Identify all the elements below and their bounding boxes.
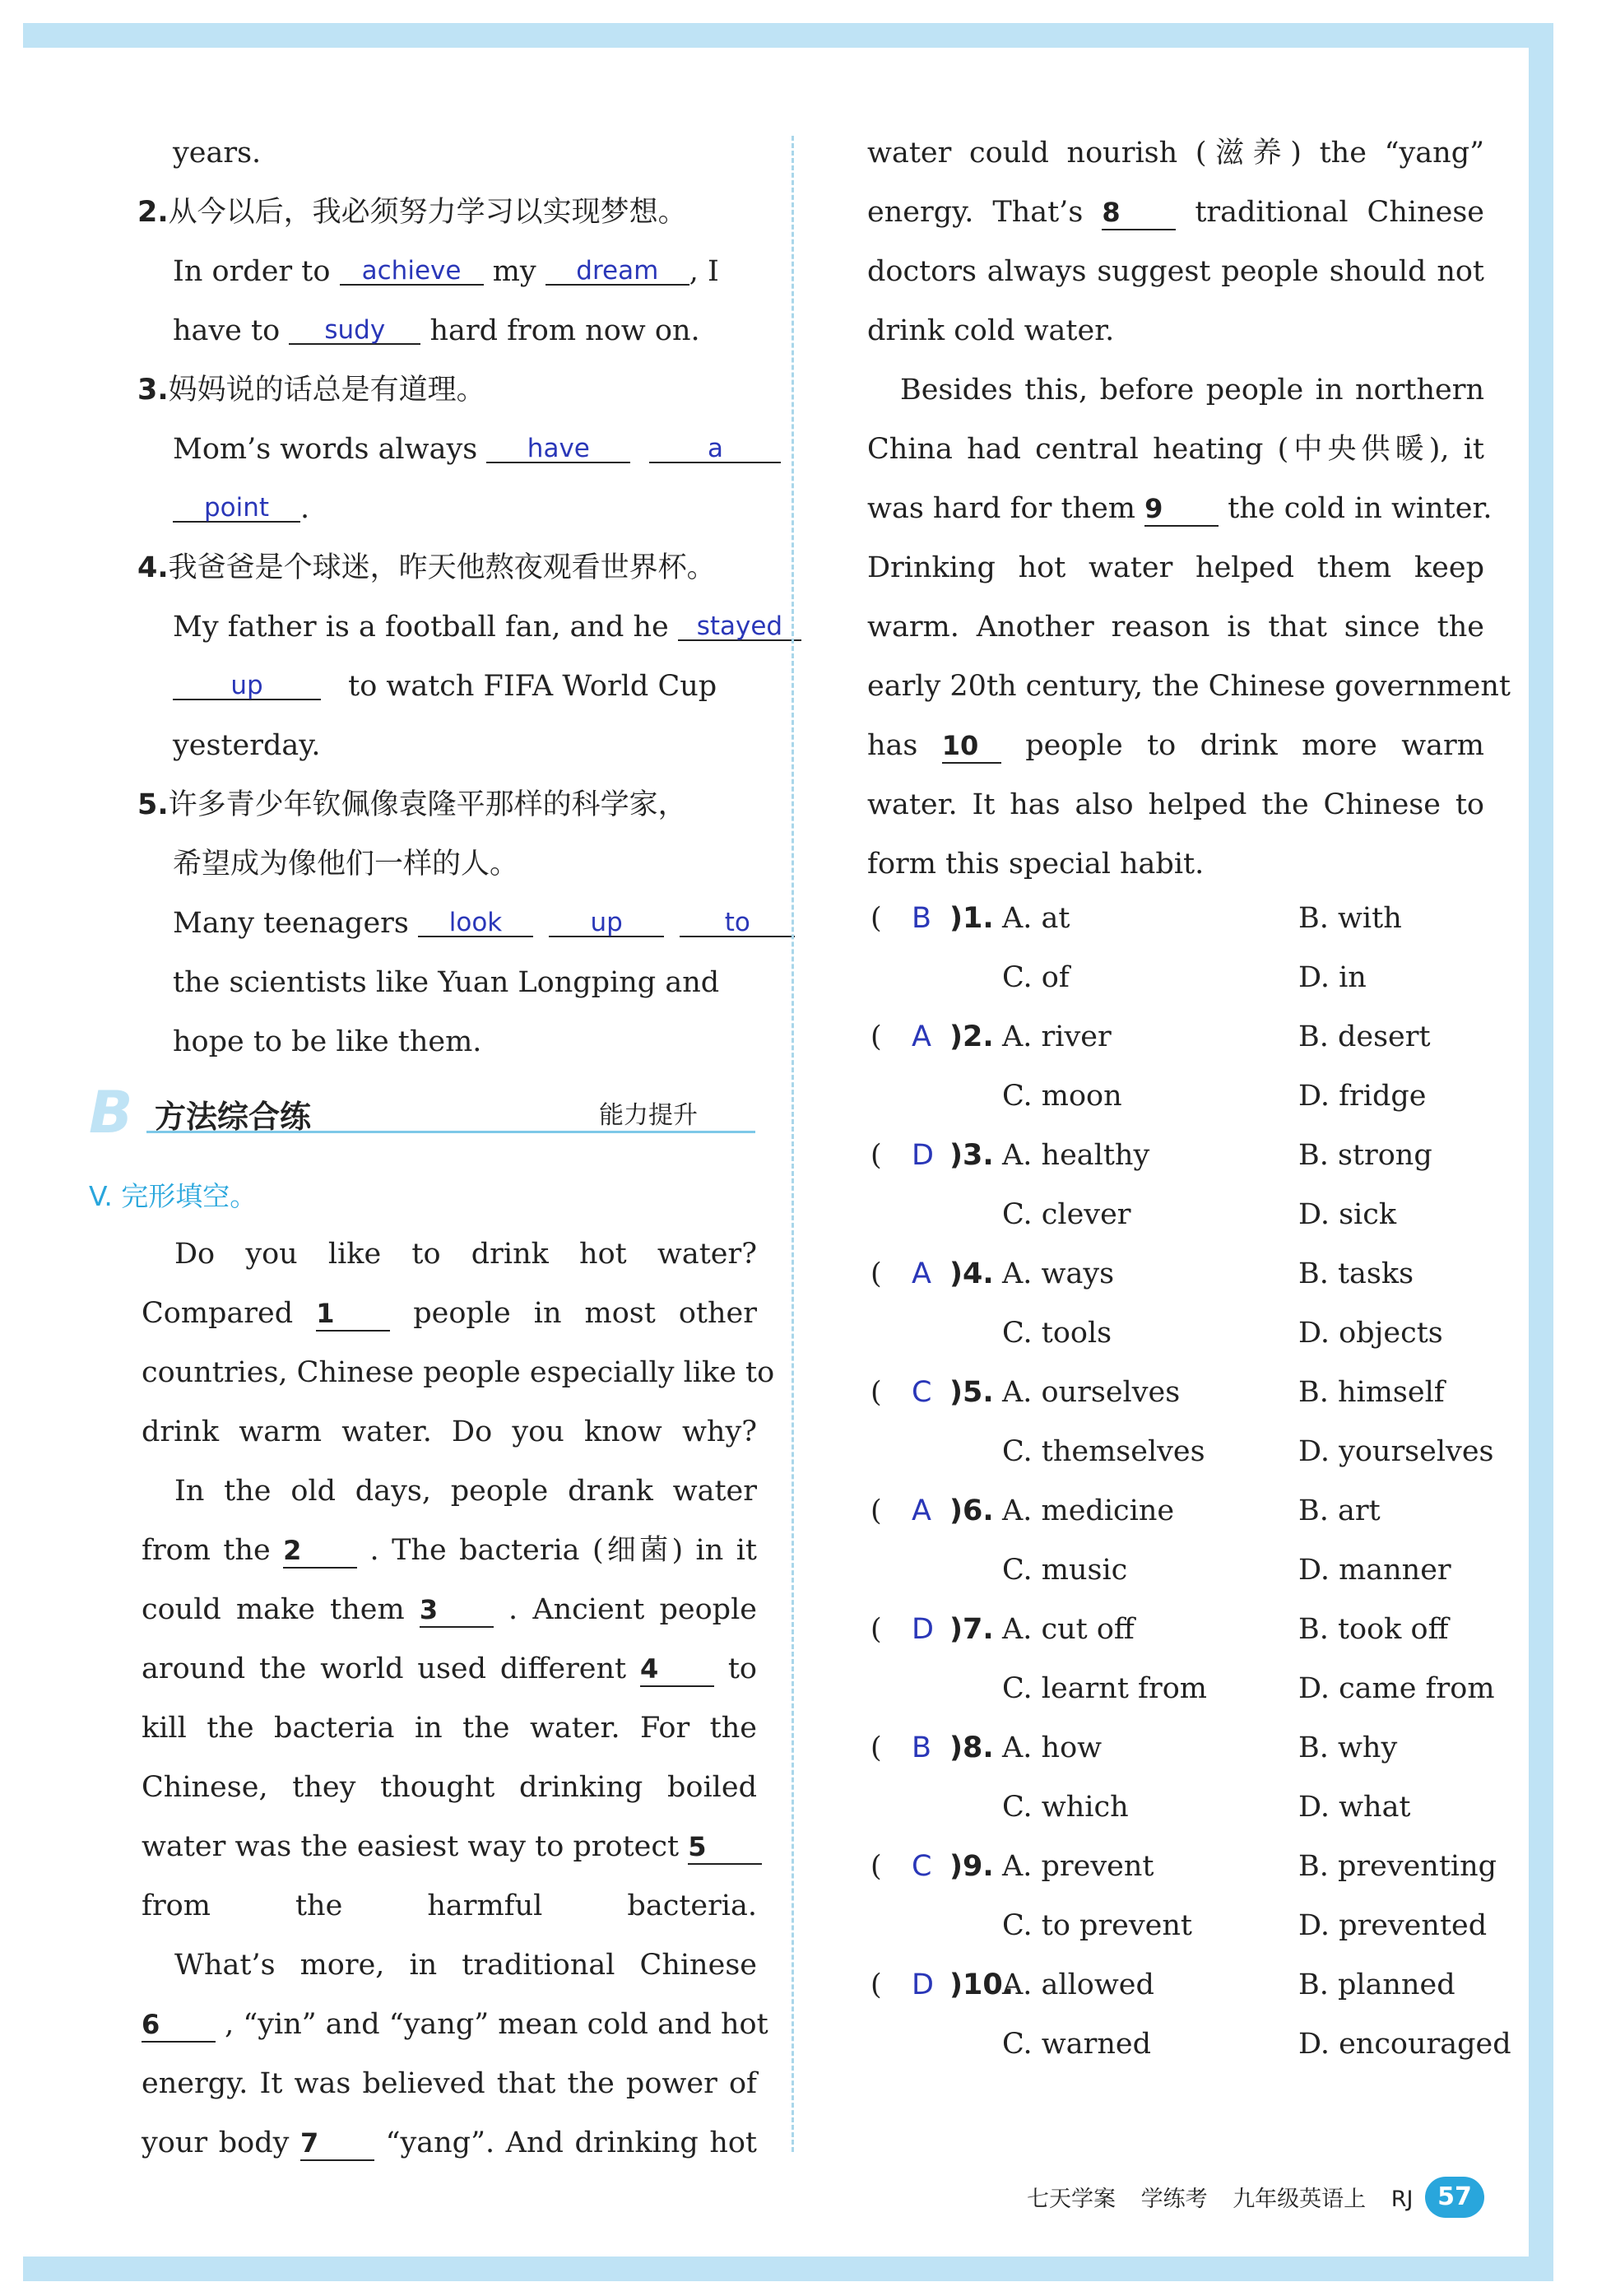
option-c[interactable]: C. warned [1002,2028,1151,2061]
blank-number[interactable]: 8 [1102,196,1176,230]
question-row [870,1481,1496,1541]
option-c[interactable]: C. themselves [1002,1435,1205,1468]
item-2-chinese: 2.从今以后，我必须努力学习以实现梦想。 [137,196,687,229]
option-b[interactable]: B. strong [1298,1139,1432,1172]
option-c[interactable]: C. of [1002,961,1070,994]
item-2-english-line-1: In order to achieve my dream , I [140,242,757,301]
option-b[interactable]: B. with [1298,902,1402,935]
page-number: 57 [1425,2177,1484,2218]
passage-line: 6 , “yin” and “yang” mean cold and hot [142,2008,768,2041]
option-b[interactable]: B. preventing [1298,1850,1497,1883]
open-paren: ( [870,1139,882,1172]
answer-blank[interactable]: stayed [678,603,801,641]
blank-number[interactable]: 1 [316,1297,390,1332]
question-number: )8. [949,1731,994,1764]
passage-line: around the world used different 4 to [142,1652,757,1685]
column-divider [792,136,794,2152]
question-row [870,1007,1496,1067]
item-4-chinese: 4.我爸爸是个球迷，昨天他熬夜观看世界杯。 [137,551,716,584]
passage-line: energy. It was believed that the power of [142,2067,757,2100]
option-c[interactable]: C. which [1002,1791,1129,1824]
page-footer [1027,2181,1432,2213]
passage-line: has 10 people to drink more warm [867,729,1484,762]
question-row [870,1955,1496,2015]
option-d[interactable]: D. came from [1298,1672,1495,1705]
chosen-answer[interactable]: D [912,1139,934,1172]
question-row-options [870,1185,1496,1244]
question-row [870,1244,1496,1304]
option-a[interactable]: A. medicine [1002,1494,1175,1527]
footer-grade: 九年级英语上 [1233,2187,1367,2212]
passage-line: warm. Another reason is that since the [867,611,1484,644]
option-a[interactable]: A. healthy [1002,1139,1150,1172]
question-row [870,1837,1496,1896]
option-a[interactable]: A. cut off [1002,1613,1135,1646]
footer-edition: RJ [1390,2187,1414,2212]
passage-line: China had central heating (中央供暖), it [867,433,1484,466]
passage-line: doctors always suggest people should not [867,255,1484,288]
item-3-chinese: 3.妈妈说的话总是有道理。 [137,374,485,407]
passage-left [142,1225,775,2173]
passage-line: kill the bacteria in the water. For the [142,1712,757,1745]
passage-line: could make them 3 . Ancient people [142,1593,757,1626]
answer-blank[interactable]: achieve [340,248,484,286]
question-number: )9. [949,1850,994,1883]
passage-line: from the 2 . The bacteria (细菌) in it [142,1534,757,1567]
option-c[interactable]: C. learnt from [1002,1672,1207,1705]
chosen-answer[interactable]: D [912,1968,934,2001]
passage-line: In the old days, people drank water [174,1475,757,1508]
chosen-answer[interactable]: A [912,1020,931,1053]
option-d[interactable]: D. fridge [1298,1080,1427,1113]
question-row [870,1126,1496,1185]
section-rule [146,1131,755,1133]
option-d[interactable]: D. encouraged [1298,2028,1511,2061]
question-row-options [870,1659,1496,1718]
answer-blank[interactable]: up [549,899,664,937]
answer-blank[interactable]: sudy [289,307,420,345]
open-paren: ( [870,1494,882,1527]
option-a[interactable]: A. at [1002,902,1070,935]
chosen-answer[interactable]: B [912,902,932,935]
option-b[interactable]: B. took off [1298,1613,1449,1646]
section-subtitle: 能力提升 [599,1101,698,1130]
blank-number[interactable]: 4 [640,1652,714,1687]
section-v-heading: V. 完形填空。 [89,1180,258,1212]
option-d[interactable]: D. in [1298,961,1367,994]
passage-line: countries, Chinese people especially like to [142,1356,775,1389]
open-paren: ( [870,902,882,935]
question-list [870,889,1511,2074]
blank-number[interactable]: 2 [283,1534,357,1569]
left-column [137,123,783,1071]
open-paren: ( [870,1020,882,1053]
chosen-answer[interactable]: D [912,1613,934,1646]
question-number: )2. [949,1020,994,1053]
section-title: 方法综合练 [155,1099,312,1135]
passage-line: drink warm water. Do you know why? [142,1415,757,1448]
answer-blank[interactable]: a [649,425,781,463]
question-number: )1. [949,902,994,935]
passage-line: your body 7 “yang”. And drinking hot [142,2126,757,2159]
passage-line: water could nourish (滋养) the “yang” [867,137,1484,170]
question-number: )6. [949,1494,994,1527]
option-a[interactable]: A. river [1002,1020,1112,1053]
continued-line: years. [173,137,262,170]
item-3-english-line-1: Mom’s words always have a [140,420,757,479]
option-a[interactable]: A. prevent [1002,1850,1154,1883]
passage-line: Drinking hot water helped them keep [867,551,1484,584]
option-a[interactable]: A. how [1002,1731,1103,1764]
section-b-header [89,1080,747,1146]
option-d[interactable]: D. prevented [1298,1909,1488,1942]
question-row [870,1363,1496,1422]
passage-line: water was the easiest way to protect 5 [142,1817,757,1876]
option-d[interactable]: D. yourselves [1298,1435,1494,1468]
question-row [870,1718,1496,1778]
option-c[interactable]: C. clever [1002,1198,1131,1231]
option-b[interactable]: B. desert [1298,1020,1431,1053]
passage-line: from the harmful bacteria. [142,1889,757,1922]
passage-line: form this special habit. [867,848,1205,881]
chosen-answer[interactable]: B [912,1731,932,1764]
chosen-answer[interactable]: A [912,1257,931,1290]
option-d[interactable]: D. what [1298,1791,1411,1824]
passage-line: Chinese, they thought drinking boiled [142,1771,757,1804]
passage-line: water. It has also helped the Chinese to [867,788,1484,821]
question-number: )7. [949,1613,994,1646]
open-paren: ( [870,1257,882,1290]
chosen-answer[interactable]: A [912,1494,931,1527]
option-b[interactable]: B. himself [1298,1376,1445,1409]
question-row-options [870,948,1496,1007]
blank-number[interactable]: 7 [300,2126,374,2161]
item-3-english-line-2: point . [140,479,757,538]
passage-line: Besides this, before people in northern [900,374,1484,407]
option-c[interactable]: C. music [1002,1554,1128,1587]
answer-blank[interactable]: to [680,899,795,937]
open-paren: ( [870,1731,882,1764]
option-c[interactable]: C. to prevent [1002,1909,1192,1942]
item-5-english-line-1: Many teenagers look up to [140,894,757,953]
blank-number[interactable]: 6 [142,2008,216,2043]
open-paren: ( [870,1613,882,1646]
question-row-options [870,1896,1496,1955]
question-row-options [870,1422,1496,1481]
option-b[interactable]: B. planned [1298,1968,1455,2001]
item-4-english-line-2: up to watch FIFA World Cup [140,657,757,716]
passage-line: drink cold water. [867,314,1115,347]
answer-blank[interactable]: point [173,485,300,523]
blank-number[interactable]: 10 [942,729,1001,764]
option-b[interactable]: B. why [1298,1731,1398,1764]
page-frame-bottom [23,2256,1553,2281]
item-4-english-line-3: yesterday. [173,729,321,762]
answer-blank[interactable]: have [486,425,630,463]
option-d[interactable]: D. objects [1298,1317,1443,1350]
answer-blank[interactable]: look [418,899,533,937]
question-row [870,1600,1496,1659]
footer-book: 七天学案 [1027,2187,1116,2212]
answer-blank[interactable]: up [173,662,321,700]
option-a[interactable]: A. allowed [1002,1968,1154,2001]
passage-line: Do you like to drink hot water? [174,1238,757,1271]
answer-blank[interactable]: dream [545,248,689,286]
option-d[interactable]: D. manner [1298,1554,1451,1587]
blank-number[interactable]: 5 [688,1830,762,1865]
question-number: )4. [949,1257,994,1290]
item-5-chinese-1: 5.许多青少年钦佩像袁隆平那样的科学家， [137,788,687,821]
option-c[interactable]: C. tools [1002,1317,1112,1350]
question-row [870,889,1496,948]
passage-line: What’s more, in traditional Chinese [174,1949,757,1982]
chosen-answer[interactable]: C [912,1376,932,1409]
item-2-english-line-2: have to sudy hard from now on. [140,301,757,360]
passage-line: early 20th century, the Chinese government [867,670,1511,703]
option-d[interactable]: D. sick [1298,1198,1397,1231]
passage-line: Compared 1 people in most other [142,1297,757,1330]
page-frame-top [23,23,1553,48]
footer-series: 学练考 [1140,2187,1208,2212]
option-a[interactable]: A. ourselves [1002,1376,1181,1409]
question-number: )5. [949,1376,994,1409]
option-b[interactable]: B. art [1298,1494,1381,1527]
question-row-options [870,1541,1496,1600]
passage-right [867,123,1511,894]
open-paren: ( [870,1968,882,2001]
item-5-english-line-3: hope to be like them. [173,1025,482,1058]
blank-number[interactable]: 9 [1144,492,1219,527]
open-paren: ( [870,1850,882,1883]
page-frame-right [1529,23,1553,2270]
option-b[interactable]: B. tasks [1298,1257,1414,1290]
chosen-answer[interactable]: C [912,1850,932,1883]
passage-line: was hard for them 9 the cold in winter. [867,492,1493,525]
question-row-options [870,2015,1511,2074]
blank-number[interactable]: 3 [420,1593,494,1628]
question-number: )3. [949,1139,994,1172]
question-number: )10. [949,1968,1014,2001]
open-paren: ( [870,1376,882,1409]
option-c[interactable]: C. moon [1002,1080,1122,1113]
item-4-english-line-1: My father is a football fan, and he stayed [140,597,757,657]
question-row-options [870,1778,1496,1837]
question-row-options [870,1304,1496,1363]
section-letter: B [89,1079,133,1146]
question-row-options [870,1067,1496,1126]
passage-line: energy. That’s 8 traditional Chinese [867,196,1484,229]
option-a[interactable]: A. ways [1002,1257,1115,1290]
item-5-chinese-2: 希望成为像他们一样的人。 [173,848,519,881]
item-5-english-line-2: the scientists like Yuan Longping and [173,966,720,999]
